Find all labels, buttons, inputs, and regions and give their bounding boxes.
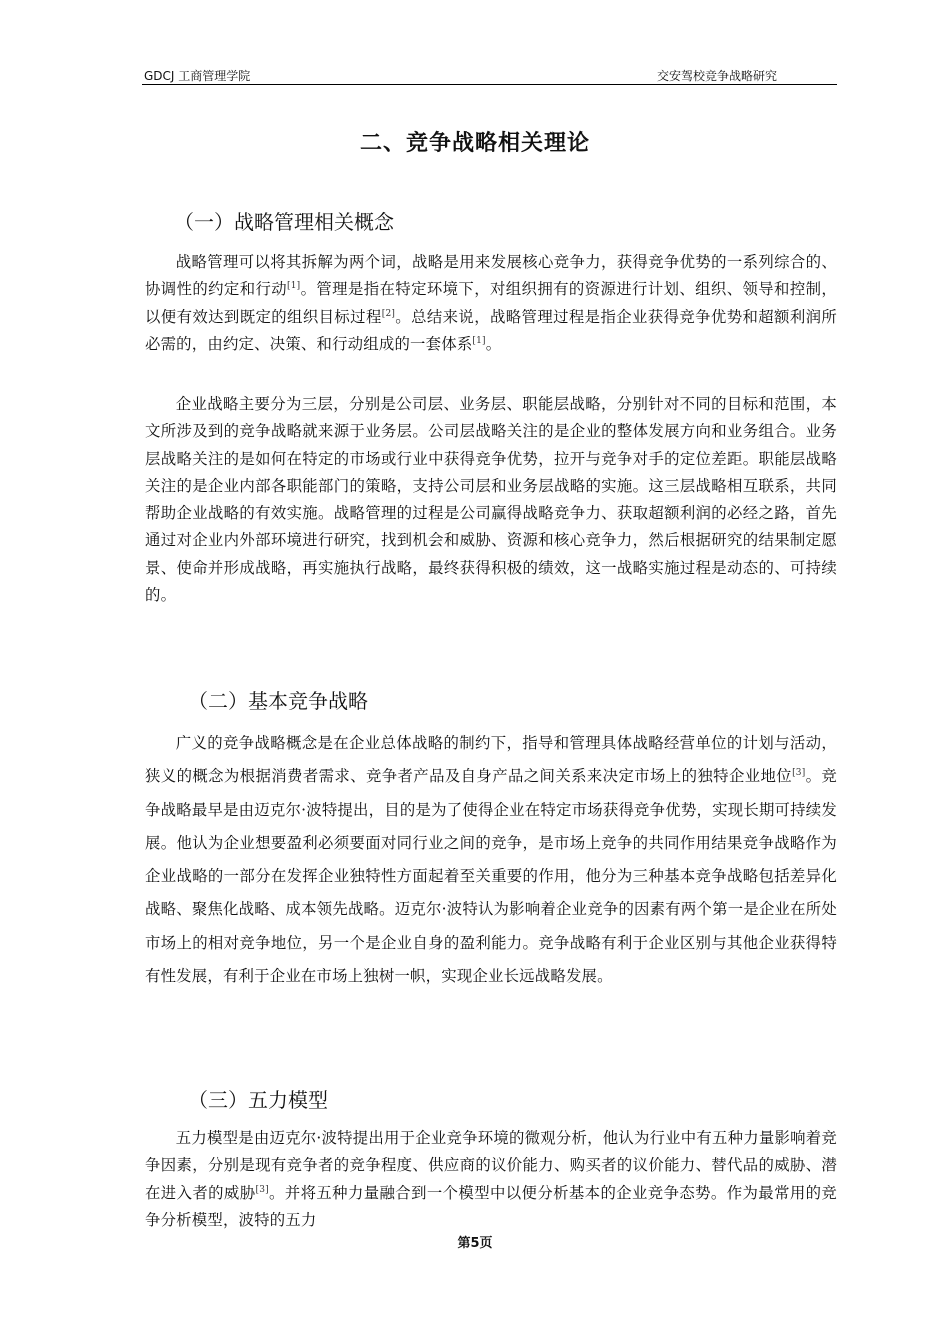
citation-ref: [1] (472, 335, 486, 346)
header-thesis-title: 交安驾校竞争战略研究 (656, 69, 777, 83)
paragraph-text: 。管理是指在特定环境下，对组织拥有的资源进行计划、组织、领导和控制，以便有效达到既定的组织目标过程 (145, 280, 837, 326)
paragraph-text: 。 (485, 334, 502, 353)
paragraph-text: 。并将五种力量融合到一个模型中以便分析基本的企业竞争态势。作为最常用的竞争分析模型，波特的五力 (145, 1183, 838, 1229)
chapter-title: 二、竞争战略相关理论 (359, 131, 590, 156)
paragraph-strategy-definition (145, 249, 837, 358)
paragraph-strategy-levels: 企业战略主要分为三层，分别是公司层、业务层、职能层战略，分别针对不同的目标和范围，本文所涉及到的竞争战略就来源于业务层。公司层战略关注的是企业的整体发展方向和业务组合。业务层战略关注的是如何在特定的市场或行业中获得竞争优势，拉开与竞争对手的定位差距。职能层战略关注的是企业内部各职能部门的策略，支持公司层和业务层战略的实施。这三层战略相互联系，共同帮助企业战略的有效实施。战略管理的过程是公司赢得战略竞争力、获取超额利润的必经之路，首先通过对企业内外部环境进行研究，找到机会和威胁、资源和核心竞争力，然后根据研究的结果制定愿景、使命并形成战略，再实施执行战略，最终获得积极的绩效，这一战略实施过程是动态的、可持续的。 (145, 395, 837, 605)
citation-ref: [2] (381, 308, 396, 319)
page-header (142, 68, 837, 85)
section-title-1: （一）战略管理相关概念 (174, 210, 394, 234)
paragraph-competitive-strategy (145, 727, 837, 993)
citation-ref: [1] (287, 281, 301, 292)
paragraph-text: 。竞争战略最早是由迈克尔·波特提出，目的是为了使得企业在特定市场获得竞争优势，实现长期可持续发展。他认为企业想要盈利必须要面对同行业之间的竞争，是市场上竞争的共同作用结果竞争战略作为企业战略的一部分在发挥企业独特性方面起着至关重要的作用，他分为三种基本竞争战略包括差异化战略、聚焦化战略、成本领先战略。迈克尔·波特认为影响着企业竞争的因素有两个第一是企业在所处市场上的相对竞争地位，另一个是企业自身的盈利能力。竞争战略有利于企业区别与其他企业获得特有性发展，有利于企业在市场上独树一帜，实现企业长远战略发展。 (145, 767, 838, 986)
citation-ref: [3] (792, 768, 806, 779)
paragraph-text: 广义的竞争战略概念是在企业总体战略的制约下，指导和管理具体战略经营单位的计划与活动，狭义的概念为根据消费者需求、竞争者产品及自身产品之间关系来决定市场上的独特企业地位 (145, 734, 837, 786)
section-title-3: （三）五力模型 (188, 1088, 328, 1112)
citation-ref: [3] (255, 1184, 269, 1195)
paragraph-five-forces (145, 1125, 837, 1234)
paragraph-text: 战略管理可以将其拆解为两个词，战略是用来发展核心竞争力，获得竞争优势的一系列综合的、协调性的约定和行动 (145, 253, 837, 299)
paragraph-text: 。总结来说，战略管理过程是指企业获得竞争优势和超额利润所必需的，由约定、决策、和行动组成的一套体系 (145, 307, 837, 353)
paragraph-text: 五力模型是由迈克尔·波特提出用于企业竞争环境的微观分析，他认为行业中有五种力量影响着竞争因素，分别是现有竞争者的竞争程度、供应商的议价能力、购买者的议价能力、替代品的威胁、潜在进入者的威胁 (145, 1129, 837, 1202)
section-title-2: （二）基本竞争战略 (188, 689, 368, 713)
page-number: 第5页 (457, 1236, 493, 1251)
header-institution: GDCJ 工商管理学院 (144, 69, 251, 83)
